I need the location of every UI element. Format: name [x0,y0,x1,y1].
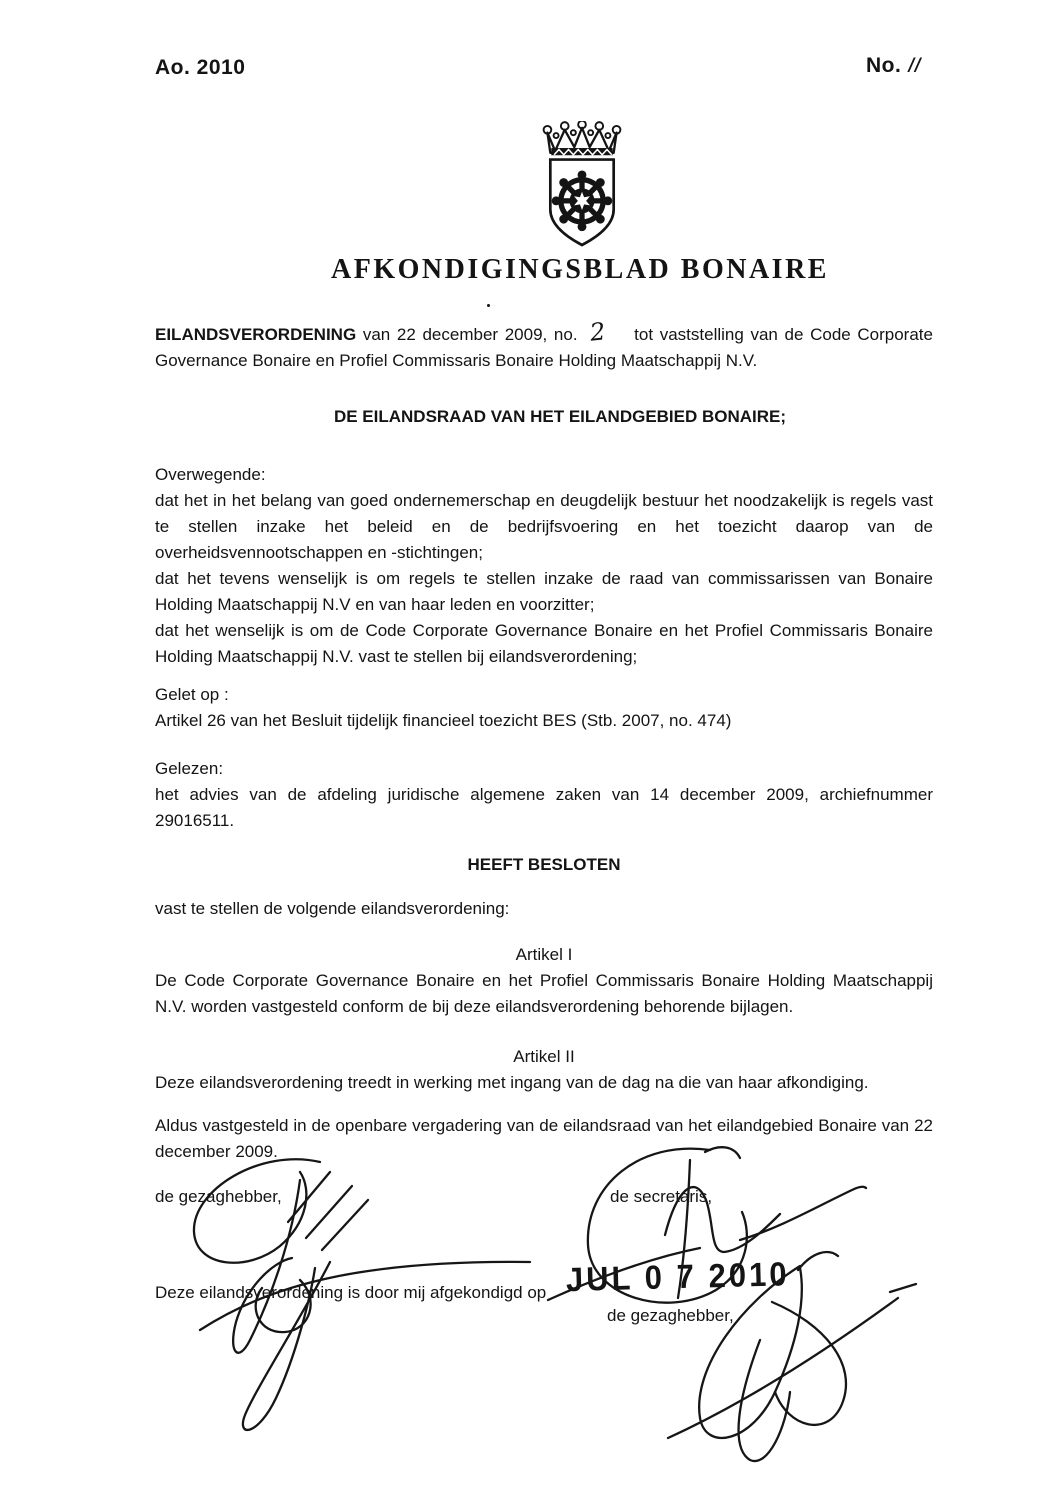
gelet-label: Gelet op : [155,685,229,704]
promulgation-text: Deze eilandsverordening is door mij afgekondigd op [155,1283,547,1302]
promulgation-signer-label: de gezaghebber, [607,1306,734,1325]
intro-mid: van 22 december 2009, no. [362,325,578,344]
decision-intro: vast te stellen de volgende eilandsverordening: [155,899,510,918]
council-heading: DE EILANDSRAAD VAN HET EILANDGEBIED BONAIRE; [333,407,787,426]
bonaire-crest-icon [534,121,630,254]
intro-lead: EILANDSVERORDENING [155,325,357,344]
article-heading: Artikel II [513,1047,575,1066]
intro-paragraph [155,317,933,374]
gelezen-label: Gelezen: [155,759,224,778]
consideration-item: dat het in het belang van goed ondernemerschap en deugdelijk bestuur het noodzakelijk is regels vast te stellen inzake het beleid en de bedrijfsvoering en het toezicht daarop van de overheidsvennootschappen en -stichtingen; [155,491,933,562]
consideration-item: dat het wenselijk is om de Code Corporate Governance Bonaire en het Profiel Commissaris Bonaire Holding Maatschappij N.V. vast te stellen bij eilandsverordening; [155,621,933,666]
signoff-left-label: de gezaghebber, [155,1187,282,1206]
masthead [110,254,1050,286]
article-text: De Code Corporate Governance Bonaire en het Profiel Commissaris Bonaire Holding Maatschappij N.V. worden vastgesteld conform de bij deze eilandsverordening behorende bijlagen. [155,971,933,1016]
header-number-label: No. [866,54,902,77]
date-stamp: JUL 0 7 2010 [565,1256,791,1299]
considerations-label: Overwegende: [155,465,266,484]
gelezen-text: het advies van de afdeling juridische algemene zaken van 14 december 2009, archiefnummer 29016511. [155,785,933,830]
header-number [866,54,924,78]
closing-paragraph: Aldus vastgesteld in de openbare vergadering van de eilandsraad van het eilandgebied Bonaire van 22 december 2009. [155,1116,933,1161]
signoff-right-label: de secretaris, [610,1187,713,1206]
header-year: Ao. 2010 [155,56,246,79]
header-number-value: II [904,54,924,77]
title-dot [487,304,490,307]
consideration-item: dat het tevens wenselijk is om regels te stellen inzake de raad van commissarissen van Bonaire Holding Maatschappij N.V en van haar leden en voorzitter; [155,569,933,614]
handwritten-ordinance-number: 2 [588,317,607,347]
article-heading: Artikel I [515,945,573,964]
decision-heading: HEEFT BESLOTEN [467,855,621,874]
page-title: AFKONDIGINGSBLAD BONAIRE [331,254,829,285]
article-text: Deze eilandsverordening treedt in werking met ingang van de dag na die van haar afkondiging. [155,1073,869,1092]
gelet-text: Artikel 26 van het Besluit tijdelijk financieel toezicht BES (Stb. 2007, no. 474) [155,711,732,730]
intro-rest: tot vaststelling van de Code Corporate Governance Bonaire en Profiel Commissaris Bonaire Holding Maatschappij N.V. [155,325,933,370]
